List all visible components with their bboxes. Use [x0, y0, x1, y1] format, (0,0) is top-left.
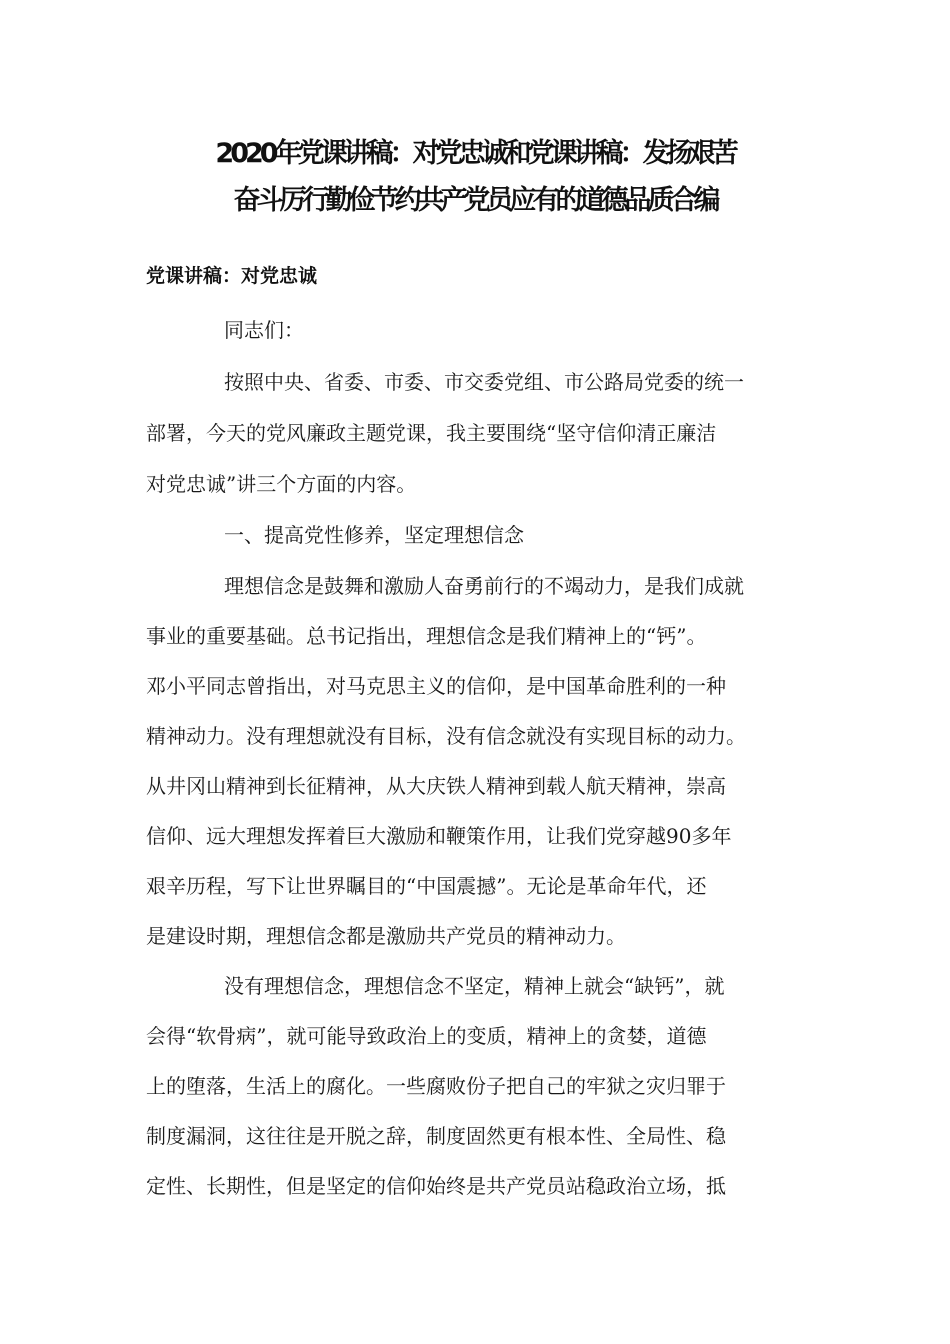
paragraph-line: 是建设时期，理想信念都是激励共产党员的精神动力。 — [146, 924, 626, 948]
paragraph-line: 邓小平同志曾指出，对马克思主义的信仰，是中国革命胜利的一种 — [146, 674, 726, 698]
paragraph-line: 上的堕落，生活上的腐化。一些腐败份子把自己的牢狱之灾归罪于 — [146, 1074, 726, 1098]
paragraph-line: 对党忠诚”讲三个方面的内容。 — [146, 472, 417, 496]
section-heading: 党课讲稿：对党忠诚 — [146, 265, 318, 287]
paragraph-line: 信仰、远大理想发挥着巨大激励和鞭策作用，让我们党穿越90多年 — [146, 824, 732, 848]
paragraph-line: 理想信念是鼓舞和激励人奋勇前行的不竭动力，是我们成就 — [224, 574, 744, 598]
document-title-line-1: 2020年党课讲稿：对党忠诚和党课讲稿：发扬艰苦 — [215, 138, 735, 169]
paragraph-line: 定性、长期性，但是坚定的信仰始终是共产党员站稳政治立场，抵 — [146, 1174, 726, 1198]
paragraph-line: 没有理想信念，理想信念不坚定，精神上就会“缺钙”，就 — [224, 974, 725, 998]
paragraph-line: 同志们： — [224, 318, 304, 342]
paragraph-line: 从井冈山精神到长征精神，从大庆铁人精神到载人航天精神，崇高 — [146, 774, 726, 798]
paragraph-line: 艰辛历程，写下让世界瞩目的“中国震撼”。无论是革命年代，还 — [146, 874, 707, 898]
paragraph-line: 事业的重要基础。总书记指出，理想信念是我们精神上的“钙”。 — [146, 624, 707, 648]
document-title-line-2: 奋斗厉行勤俭节约共产党员应有的道德品质合编 — [233, 185, 717, 216]
paragraph-line: 部署，今天的党风廉政主题党课，我主要围绕“坚守信仰清正廉洁 — [146, 421, 717, 445]
paragraph-line: 会得“软骨病”，就可能导致政治上的变质，精神上的贪婪，道德 — [146, 1024, 707, 1048]
paragraph-line: 精神动力。没有理想就没有目标，没有信念就没有实现目标的动力。 — [146, 724, 746, 748]
paragraph-line: 一、提高党性修养，坚定理想信念 — [224, 523, 524, 547]
paragraph-line: 制度漏洞，这往往是开脱之辞，制度固然更有根本性、全局性、稳 — [146, 1124, 726, 1148]
paragraph-line: 按照中央、省委、市委、市交委党组、市公路局党委的统一 — [224, 370, 744, 394]
